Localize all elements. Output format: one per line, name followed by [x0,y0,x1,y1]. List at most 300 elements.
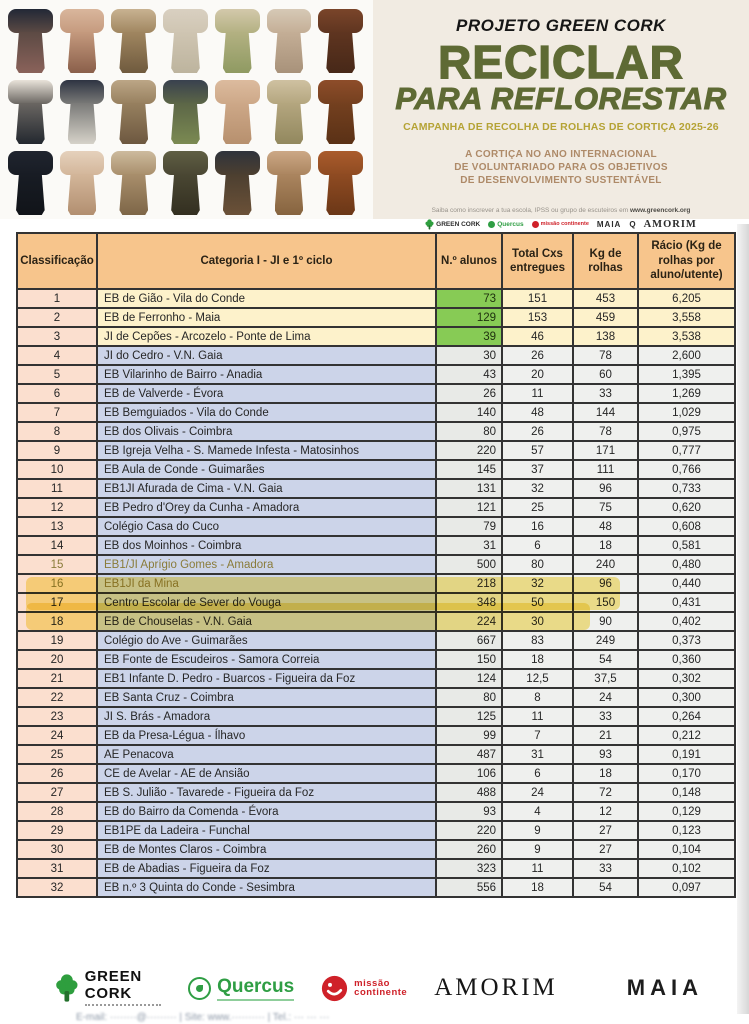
cell-rank: 22 [17,688,97,707]
cell-kg: 24 [573,688,638,707]
cork-cap-shape [267,80,312,104]
cell-kg: 33 [573,707,638,726]
cell-cxs: 32 [502,479,573,498]
cell-kg: 459 [573,308,638,327]
cell-cxs: 18 [502,650,573,669]
table-row [17,745,735,764]
cell-alunos: 218 [436,574,502,593]
cell-racio: 1,029 [638,403,735,422]
cell-rank: 27 [17,783,97,802]
quercus-logo [188,976,294,1001]
cell-rank: 26 [17,764,97,783]
cell-cxs: 11 [502,707,573,726]
cork-photo-tile [318,151,363,215]
poster-kicker: PROJETO GREEN CORK [456,16,666,35]
cell-alunos: 129 [436,308,502,327]
cell-racio: 0,170 [638,764,735,783]
cork-body-shape [68,32,97,73]
cell-racio: 0,620 [638,498,735,517]
cell-school: EB Aula de Conde - Guimarães [97,460,436,479]
cell-school: EB1/JI Aprígio Gomes - Amadora [97,555,436,574]
cell-alunos: 43 [436,365,502,384]
cell-rank: 16 [17,574,97,593]
cell-rank: 18 [17,612,97,631]
poster-subline-2: DE VOLUNTARIADO PARA OS OBJETIVOS [454,162,668,174]
cell-kg: 96 [573,574,638,593]
cell-cxs: 9 [502,840,573,859]
cork-cap-shape [60,151,105,175]
cell-alunos: 667 [436,631,502,650]
table-row [17,726,735,745]
cork-body-shape [16,174,45,215]
cork-photo-tile [215,9,260,73]
poster-subline [373,148,749,187]
cell-cxs: 30 [502,612,573,631]
table-row [17,574,735,593]
greencork-label: GREEN CORK [436,221,481,229]
quercus-icon [488,221,495,228]
cell-alunos: 260 [436,840,502,859]
cell-rank: 8 [17,422,97,441]
cell-cxs: 24 [502,783,573,802]
maia-logo: MAIA [626,975,703,1000]
cell-school: EB de Montes Claros - Coimbra [97,840,436,859]
missao-continente-logo [321,975,407,1002]
cell-cxs: 6 [502,536,573,555]
missao-label: missão continente [540,221,589,228]
cork-body-shape [275,174,304,215]
cork-cap-shape [215,80,260,104]
cell-rank: 31 [17,859,97,878]
cell-school: EB de Chouselas - V.N. Gaia [97,612,436,631]
cork-cap-shape [267,9,312,33]
cell-racio: 0,373 [638,631,735,650]
cell-rank: 11 [17,479,97,498]
quercus-label: Quercus [497,221,524,229]
cell-kg: 54 [573,878,638,897]
cork-cap-shape [163,80,208,104]
greencork-logo-small [425,219,480,230]
cell-kg: 12 [573,802,638,821]
cork-photo-tile [163,80,208,144]
enroll-info-text: Saiba como inscrever a tua escola, IPSS ou grupo de escuteiros em [431,207,629,215]
cell-racio: 0,148 [638,783,735,802]
cell-cxs: 57 [502,441,573,460]
cell-cxs: 16 [502,517,573,536]
cell-kg: 453 [573,289,638,308]
table-row [17,327,735,346]
cell-kg: 111 [573,460,638,479]
campaign-subtitle: CAMPANHA DE RECOLHA DE ROLHAS DE CORTIÇA 2025-26 [403,121,719,134]
cell-rank: 4 [17,346,97,365]
cork-body-shape [16,32,45,73]
cell-cxs: 11 [502,384,573,403]
cell-kg: 18 [573,764,638,783]
column-header: Classificação [17,233,97,289]
column-header: Rácio (Kg de rolhas por aluno/utente) [638,233,735,289]
cell-racio: 1,395 [638,365,735,384]
table-header-row [17,233,735,289]
cell-kg: 150 [573,593,638,612]
cell-cxs: 83 [502,631,573,650]
cell-racio: 6,205 [638,289,735,308]
cell-cxs: 18 [502,878,573,897]
cell-alunos: 220 [436,441,502,460]
amorim-logo: AMORIM [434,974,558,1001]
cell-kg: 60 [573,365,638,384]
cell-rank: 19 [17,631,97,650]
cell-rank: 2 [17,308,97,327]
cell-cxs: 11 [502,859,573,878]
poster-title-line1: RECICLAR [438,36,684,88]
table-row [17,555,735,574]
cell-kg: 33 [573,859,638,878]
cell-alunos: 26 [436,384,502,403]
cell-kg: 72 [573,783,638,802]
cell-cxs: 31 [502,745,573,764]
cell-alunos: 220 [436,821,502,840]
cell-school: EB Vilarinho de Bairro - Anadia [97,365,436,384]
table-row [17,536,735,555]
cell-cxs: 46 [502,327,573,346]
cell-alunos: 80 [436,688,502,707]
cell-cxs: 26 [502,346,573,365]
greencork-label: GREEN CORK [84,967,143,1002]
cork-body-shape [119,174,148,215]
cell-racio: 3,558 [638,308,735,327]
table-row [17,840,735,859]
table-row [17,650,735,669]
table-row [17,289,735,308]
table-row [17,593,735,612]
cell-kg: 78 [573,346,638,365]
partner-logos-footer [55,964,703,1012]
cell-kg: 171 [573,441,638,460]
cell-alunos: 150 [436,650,502,669]
cell-racio: 0,300 [638,688,735,707]
cork-photo-tile [111,151,156,215]
cell-alunos: 140 [436,403,502,422]
scan-edge-shadow [737,224,749,1014]
cork-body-shape [68,103,97,144]
cork-photo-tile [163,9,208,73]
table-row [17,308,735,327]
poster-title-line2: PARA REFLORESTAR [395,81,727,117]
cork-cap-shape [318,9,363,33]
cork-body-shape [223,103,252,144]
cell-school: EB dos Olivais - Coimbra [97,422,436,441]
cork-cap-shape [60,80,105,104]
cell-racio: 2,600 [638,346,735,365]
cork-photo-tile [111,80,156,144]
cork-body-shape [119,32,148,73]
poster-subline-1: A CORTIÇA NO ANO INTERNACIONAL [465,149,657,161]
cell-kg: 33 [573,384,638,403]
cork-cap-shape [111,80,156,104]
cell-rank: 6 [17,384,97,403]
cell-school: EB Fonte de Escudeiros - Samora Correia [97,650,436,669]
cell-kg: 93 [573,745,638,764]
table-row [17,631,735,650]
cork-photo-tile [111,9,156,73]
cell-rank: 28 [17,802,97,821]
cell-kg: 240 [573,555,638,574]
table-row [17,441,735,460]
cell-kg: 37,5 [573,669,638,688]
cork-cap-shape [8,9,53,33]
cell-rank: 15 [17,555,97,574]
cell-school: EB1PE da Ladeira - Funchal [97,821,436,840]
cork-body-shape [171,174,200,215]
table-row [17,365,735,384]
cork-cap-shape [8,80,53,104]
cell-rank: 17 [17,593,97,612]
cork-body-shape [326,103,355,144]
cell-kg: 75 [573,498,638,517]
cell-cxs: 8 [502,688,573,707]
cork-photo-tile [8,151,53,215]
missao-label-2: continente [354,987,408,998]
missao-continente-logo-small [532,221,589,228]
cork-body-shape [326,174,355,215]
cell-alunos: 31 [436,536,502,555]
cork-photo-tile [60,151,105,215]
cork-photo-tile [267,151,312,215]
cork-photo-tile [8,80,53,144]
cell-kg: 21 [573,726,638,745]
cell-alunos: 348 [436,593,502,612]
cork-body-shape [223,32,252,73]
ranking-table [16,232,736,898]
cork-body-shape [16,103,45,144]
cell-racio: 0,360 [638,650,735,669]
cell-cxs: 80 [502,555,573,574]
cork-cap-shape [267,151,312,175]
cell-racio: 3,538 [638,327,735,346]
table-row [17,384,735,403]
cell-racio: 0,480 [638,555,735,574]
table-row [17,859,735,878]
cell-cxs: 7 [502,726,573,745]
greencork-url: www.greencork.org [629,207,691,215]
cell-rank: 5 [17,365,97,384]
column-header: Total Cxs entregues [502,233,573,289]
cell-school: Colégio Casa do Cuco [97,517,436,536]
cell-school: CE de Avelar - AE de Ansião [97,764,436,783]
cork-photo-tile [215,80,260,144]
cell-school: EB Igreja Velha - S. Mamede Infesta - Matosinhos [97,441,436,460]
cork-cap-shape [215,151,260,175]
campaign-poster [373,0,749,231]
cell-alunos: 99 [436,726,502,745]
cell-kg: 18 [573,536,638,555]
cell-kg: 78 [573,422,638,441]
cell-cxs: 20 [502,365,573,384]
cell-school: EB dos Moinhos - Coimbra [97,536,436,555]
cork-body-shape [275,32,304,73]
table-row [17,403,735,422]
cell-kg: 138 [573,327,638,346]
cork-body-shape [326,32,355,73]
cork-photo-tile [267,80,312,144]
partner-logos-small [373,219,749,230]
greencork-tagline [85,1004,161,1009]
cell-cxs: 9 [502,821,573,840]
cell-rank: 7 [17,403,97,422]
cell-school: EB1 Infante D. Pedro - Buarcos - Figueira da Foz [97,669,436,688]
cell-rank: 1 [17,289,97,308]
missao-label-1: missão [354,977,390,989]
cell-school: JI de Cepões - Arcozelo - Ponte de Lima [97,327,436,346]
cell-racio: 0,123 [638,821,735,840]
cell-racio: 0,129 [638,802,735,821]
cork-cap-shape [8,151,53,175]
cork-body-shape [275,103,304,144]
quercus-label: Quercus [217,976,294,1001]
table-row [17,707,735,726]
cell-kg: 54 [573,650,638,669]
tree-icon [55,967,79,1009]
cell-school: EB de Abadias - Figueira da Foz [97,859,436,878]
cell-school: Centro Escolar de Sever do Vouga [97,593,436,612]
cell-alunos: 79 [436,517,502,536]
cork-cap-shape [318,80,363,104]
cell-racio: 0,264 [638,707,735,726]
greencork-logo [55,967,161,1009]
cell-rank: 29 [17,821,97,840]
cell-racio: 0,608 [638,517,735,536]
cell-racio: 0,212 [638,726,735,745]
cell-school: EB Santa Cruz - Coimbra [97,688,436,707]
cell-kg: 27 [573,840,638,859]
cork-photo-tile [163,151,208,215]
cell-alunos: 106 [436,764,502,783]
cell-school: EB Pedro d'Orey da Cunha - Amadora [97,498,436,517]
cell-rank: 25 [17,745,97,764]
cell-kg: 27 [573,821,638,840]
cell-rank: 24 [17,726,97,745]
cork-body-shape [171,103,200,144]
cell-cxs: 48 [502,403,573,422]
missao-icon [532,221,539,228]
cell-rank: 32 [17,878,97,897]
cork-body-shape [119,103,148,144]
cell-alunos: 30 [436,346,502,365]
cell-rank: 20 [17,650,97,669]
cork-photo-collage [0,0,373,219]
cell-cxs: 6 [502,764,573,783]
q-logo-small: Q [629,220,636,230]
cell-rank: 14 [17,536,97,555]
cell-alunos: 39 [436,327,502,346]
cork-photo-tile [318,9,363,73]
cell-alunos: 145 [436,460,502,479]
cell-rank: 21 [17,669,97,688]
cell-racio: 0,766 [638,460,735,479]
cell-racio: 0,104 [638,840,735,859]
table-row [17,688,735,707]
cell-cxs: 37 [502,460,573,479]
cork-photo-tile [215,151,260,215]
cork-cap-shape [318,151,363,175]
cell-school: EB n.º 3 Quinta do Conde - Sesimbra [97,878,436,897]
cell-racio: 1,269 [638,384,735,403]
column-header: Categoria I - JI e 1º ciclo [97,233,436,289]
cell-racio: 0,302 [638,669,735,688]
cell-racio: 0,440 [638,574,735,593]
cork-cap-shape [215,9,260,33]
cell-school: EB1JI Afurada de Cima - V.N. Gaia [97,479,436,498]
cork-body-shape [68,174,97,215]
cell-cxs: 4 [502,802,573,821]
cell-rank: 30 [17,840,97,859]
cell-school: Colégio do Ave - Guimarães [97,631,436,650]
table-row [17,878,735,897]
hero-banner [0,0,749,231]
poster-subline-3: DE DESENVOLVIMENTO SUSTENTÁVEL [460,175,662,187]
cell-school: AE Penacova [97,745,436,764]
ranking-table-wrap [16,232,734,898]
cell-school: JI S. Brás - Amadora [97,707,436,726]
cork-photo-tile [8,9,53,73]
maia-logo-small: MAIA [596,220,622,230]
cork-cap-shape [163,151,208,175]
cell-racio: 0,402 [638,612,735,631]
cell-racio: 0,581 [638,536,735,555]
cell-racio: 0,975 [638,422,735,441]
cell-rank: 9 [17,441,97,460]
cell-cxs: 50 [502,593,573,612]
cell-school: EB de Gião - Vila do Conde [97,289,436,308]
cell-alunos: 80 [436,422,502,441]
cell-racio: 0,102 [638,859,735,878]
cell-school: JI do Cedro - V.N. Gaia [97,346,436,365]
cell-alunos: 323 [436,859,502,878]
cell-kg: 249 [573,631,638,650]
cork-photo-tile [60,80,105,144]
cell-alunos: 488 [436,783,502,802]
cork-cap-shape [111,9,156,33]
cell-alunos: 131 [436,479,502,498]
missao-smiley-icon [321,975,348,1002]
table-row [17,460,735,479]
cell-rank: 13 [17,517,97,536]
cell-racio: 0,733 [638,479,735,498]
enroll-info [373,207,749,214]
cork-body-shape [171,32,200,73]
cell-racio: 0,431 [638,593,735,612]
amorim-logo-small: AMORIM [643,219,697,231]
table-row [17,517,735,536]
cork-cap-shape [111,151,156,175]
table-row [17,764,735,783]
table-row [17,783,735,802]
cork-cap-shape [163,9,208,33]
footer-contact-line: E-mail: ········@········· | Site: www.·········· | Tel.: ··· ··· ··· [76,1012,330,1023]
table-row [17,422,735,441]
cork-cap-shape [60,9,105,33]
table-row [17,346,735,365]
cell-kg: 144 [573,403,638,422]
cell-rank: 12 [17,498,97,517]
cork-photo-tile [318,80,363,144]
cell-cxs: 12,5 [502,669,573,688]
quercus-icon [188,977,211,1000]
cell-cxs: 153 [502,308,573,327]
cell-alunos: 556 [436,878,502,897]
table-row [17,612,735,631]
cell-alunos: 93 [436,802,502,821]
